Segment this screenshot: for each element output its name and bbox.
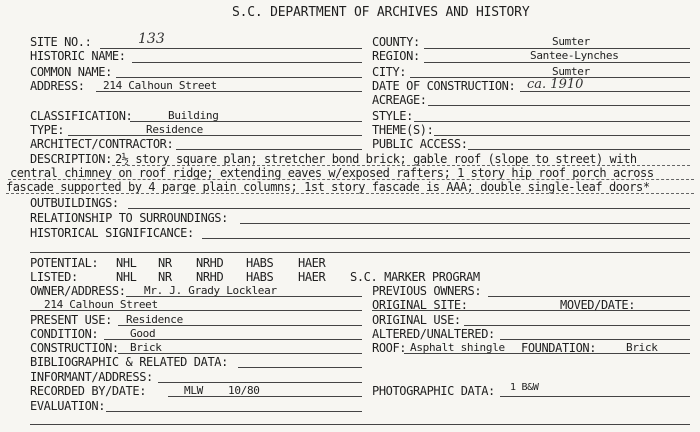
address-label: ADDRESS: [30,79,85,93]
condition-label: CONDITION: [30,327,99,341]
roof-value: Asphalt shingle [410,341,505,354]
potential-habs: HABS [246,256,274,270]
architect-label: ARCHITECT/CONTRACTOR: [30,137,174,151]
moved-date-label: MOVED/DATE: [560,298,636,312]
historic-name-label: HISTORIC NAME: [30,49,126,63]
condition-value: Good [130,327,156,340]
city-value: Sumter [552,65,590,78]
section-divider [30,252,690,253]
date-construction-label: DATE OF CONSTRUCTION: [372,79,516,93]
acreage-label: ACREAGE: [372,93,427,107]
recorded-date-value: 10/80 [228,384,260,397]
owner-address-line [30,310,362,311]
evaluation-line [106,411,362,412]
description-label: DESCRIPTION: [30,152,112,166]
architect-line [176,149,362,150]
informant-label: INFORMANT/ADDRESS: [30,370,153,384]
date-construction-value: ca. 1910 [527,77,584,92]
informant-line [158,382,362,383]
construction-line [118,353,362,354]
public-access-line [468,149,690,150]
acreage-line [428,105,690,106]
county-value: Sumter [552,35,590,48]
owner-address-value: 214 Calhoun Street [44,298,158,311]
foundation-value: Brick [626,341,658,354]
listed-nr: NR [158,270,172,284]
listed-haer: HAER [298,270,326,284]
classification-label: CLASSIFICATION: [30,109,133,123]
condition-line [104,339,362,340]
common-name-line [116,77,362,78]
original-use-label: ORIGINAL USE: [372,313,461,327]
outbuildings-line [128,208,690,209]
altered-label: ALTERED/UNALTERED: [372,327,495,341]
description-rule-3 [6,193,694,194]
type-value: Residence [146,123,203,136]
owner-label: OWNER/ADDRESS: [30,284,126,298]
city-label: CITY: [372,65,407,79]
owner-value: Mr. J. Grady Locklear [144,284,277,297]
owner-line [126,296,362,297]
classification-line [130,121,362,122]
listed-nhl: NHL [116,270,137,284]
site-no-label: SITE NO.: [30,35,92,49]
form-title: S.C. DEPARTMENT OF ARCHIVES AND HISTORY [232,5,530,20]
altered-line [500,339,690,340]
significance-label: HISTORICAL SIGNIFICANCE: [30,226,194,240]
style-label: STYLE: [372,109,413,123]
listed-habs: HABS [246,270,274,284]
photographic-value: 1 B&W [510,382,539,393]
relationship-line [240,223,690,224]
original-use-line [464,325,690,326]
region-value: Santee-Lynches [530,49,619,62]
style-line [414,121,690,122]
significance-line [202,238,690,239]
photographic-label: PHOTOGRAPHIC DATA: [372,384,495,398]
potential-nr: NR [158,256,172,270]
classification-value: Building [168,109,219,122]
roof-line [404,353,690,354]
type-line [68,135,362,136]
original-site-label: ORIGINAL SITE: [372,298,468,312]
bottom-line [30,424,690,425]
description-line-3: fascade supported by 4 parge plain columns; 1st story fascade is AAA; double single-leaf doors* [6,180,650,194]
marker-program-label: S.C. MARKER PROGRAM [350,270,480,284]
evaluation-label: EVALUATION: [30,399,106,413]
date-construction-line [520,91,690,92]
potential-nhl: NHL [116,256,137,270]
potential-nrhd: NRHD [196,256,224,270]
roof-label: ROOF: [372,341,407,355]
description-line-2: central chimney on roof ridge; extending eaves w/exposed rafters; 1 story hip roof porch across [10,166,654,180]
region-line [424,62,690,63]
present-use-label: PRESENT USE: [30,313,112,327]
site-no-line [100,48,362,49]
county-label: COUNTY: [372,35,420,49]
bibliographic-label: BIBLIOGRAPHIC & RELATED DATA: [30,355,228,369]
site-no-value: 133 [138,31,165,47]
construction-label: CONSTRUCTION: [30,341,119,355]
address-value: 214 Calhoun Street [103,79,217,92]
themes-line [434,135,690,136]
recorded-by-label: RECORDED BY/DATE: [30,384,147,398]
common-name-label: COMMON NAME: [30,65,112,79]
region-label: REGION: [372,49,420,63]
previous-owners-line [488,296,690,297]
recorded-line [168,396,362,397]
historic-name-line [132,62,362,63]
foundation-label: FOUNDATION: [521,341,597,355]
potential-haer: HAER [298,256,326,270]
public-access-label: PUBLIC ACCESS: [372,137,468,151]
relationship-label: RELATIONSHIP TO SURROUNDINGS: [30,211,228,225]
themes-label: THEME(S): [372,123,434,137]
listed-nrhd: NRHD [196,270,224,284]
address-line [96,91,362,92]
previous-owners-label: PREVIOUS OWNERS: [372,284,482,298]
recorded-by-value: MLW [184,384,203,397]
potential-label: POTENTIAL: [30,256,99,270]
type-label: TYPE: [30,123,65,137]
present-use-value: Residence [126,313,183,326]
listed-label: LISTED: [30,270,78,284]
description-line-1: 2½ story square plan; stretcher bond brick; gable roof (slope to street) with [115,152,637,166]
outbuildings-label: OUTBUILDINGS: [30,196,119,210]
photographic-line [500,396,690,397]
bibliographic-line [238,367,362,368]
construction-value: Brick [130,341,162,354]
present-use-line [118,325,362,326]
